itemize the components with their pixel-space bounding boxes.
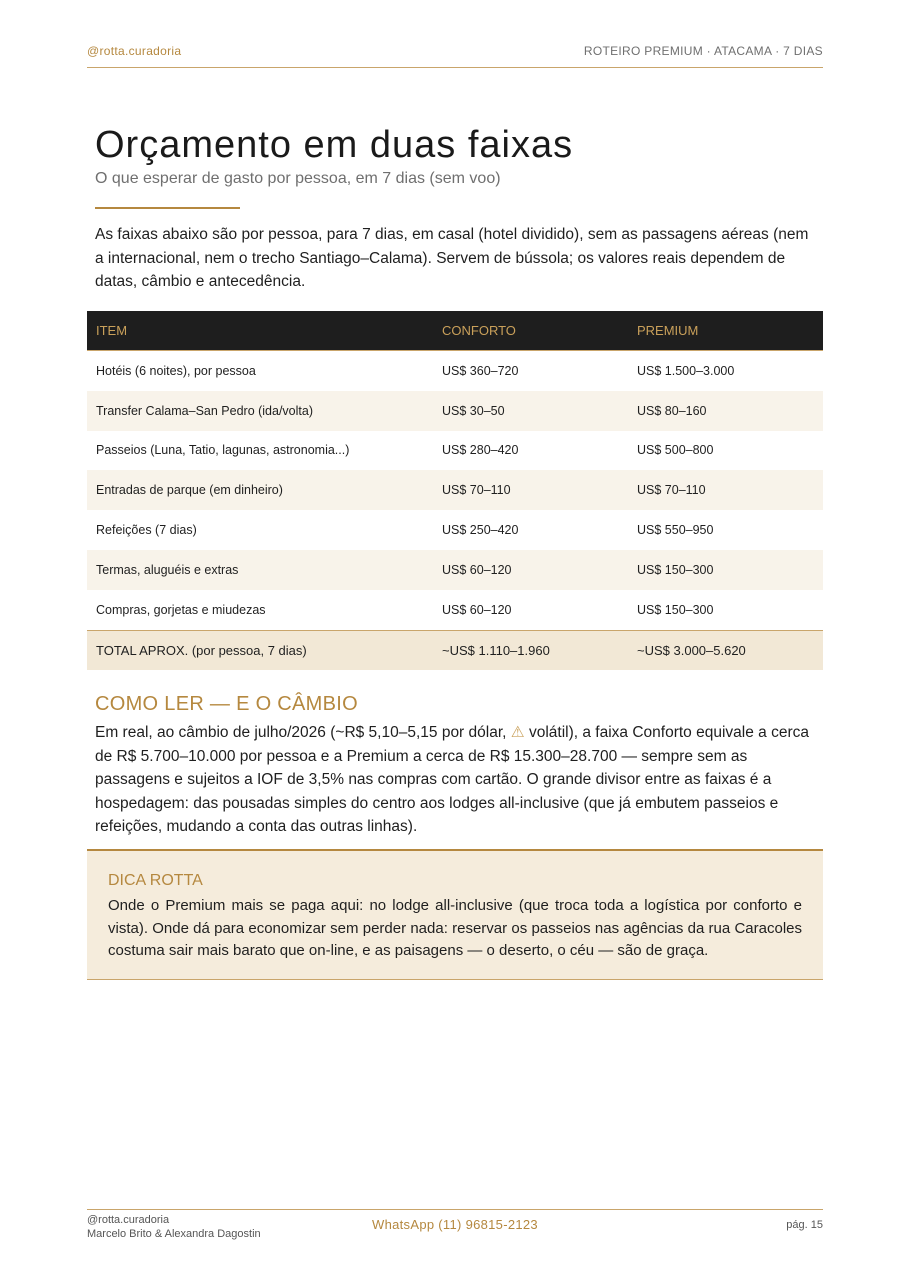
cell-item: Hotéis (6 noites), por pessoa — [96, 363, 256, 378]
cell-item: Entradas de parque (em dinheiro) — [87, 470, 433, 510]
section-body-text-end: volátil), a faixa Conforto equivale a cerca de R$ 5.700–10.000 por pessoa e a Premium a cerca de R$ 15.300–28.700 — sempre sem as passagens e sujeitos a IOF de 3,5% nas compras com cartão. O grande divisor entre as faixas é a hospedagem: das pousadas simples do centro aos lodges all-inclusive (que já embutem passeios e refeições, mudando a conta das outras linhas). — [95, 724, 809, 835]
cell-item: Termas, aluguéis e extras — [87, 550, 433, 590]
cell-item: Passeios (Luna, Tatio, lagunas, astronomia...) — [96, 443, 350, 458]
column-header-conforto: CONFORTO — [433, 311, 628, 351]
cell-total-label: TOTAL APROX. (por pessoa, 7 dias) — [87, 630, 433, 670]
column-header-item: ITEM — [87, 311, 433, 351]
title-divider — [95, 207, 240, 209]
table-row — [87, 351, 823, 391]
cell-conforto: US$ 70–110 — [433, 470, 628, 510]
cell-total-premium: ~US$ 3.000–5.620 — [628, 630, 823, 670]
cell-conforto: US$ 280–420 — [442, 443, 519, 458]
header-document-label: ROTEIRO PREMIUM · ATACAMA · 7 DIAS — [583, 44, 823, 58]
budget-table — [87, 311, 823, 670]
page-title: Orçamento em duas faixas — [95, 124, 574, 166]
warning-icon: ⚠ — [510, 724, 525, 741]
intro-paragraph: As faixas abaixo são por pessoa, para 7 dias, em casal (hotel dividido), sem as passagens aéreas (nem a internacional, nem o trecho Santiago–Calama). Servem de bússola; os valores reais dependem de datas, câmbio e antecedência. — [95, 226, 809, 290]
section-heading: COMO LER — E O CÂMBIO — [95, 693, 358, 715]
cell-conforto: US$ 60–120 — [442, 602, 512, 617]
cell-item: Compras, gorjetas e miudezas — [96, 602, 266, 617]
header-brand: @rotta.curadoria — [87, 44, 182, 58]
cell-premium: US$ 1.500–3.000 — [637, 363, 735, 378]
section-body-text-start: Em real, ao câmbio de julho/2026 (~R$ 5,10–5,15 por dólar, — [95, 724, 511, 741]
page-subtitle: O que esperar de gasto por pessoa, em 7 dias (sem voo) — [95, 170, 501, 187]
cell-premium: US$ 150–300 — [628, 550, 823, 590]
footer-handle: @rotta.curadoria — [87, 1214, 170, 1226]
cell-premium: US$ 70–110 — [628, 470, 823, 510]
table-row — [87, 510, 823, 550]
column-header-premium: PREMIUM — [628, 311, 823, 351]
table-row — [87, 391, 823, 431]
cell-premium: US$ 80–160 — [628, 391, 823, 431]
table-row — [87, 431, 823, 471]
cell-total-conforto: ~US$ 1.110–1.960 — [433, 630, 628, 670]
footer-whatsapp-contact: WhatsApp (11) 96815-2123 — [372, 1217, 538, 1232]
table-total-row — [87, 630, 823, 670]
table-header-row — [87, 311, 823, 351]
page-number: pág. 15 — [786, 1219, 823, 1231]
tip-title: DICA ROTTA — [108, 872, 203, 889]
cell-item: Transfer Calama–San Pedro (ida/volta) — [87, 391, 433, 431]
table-row — [87, 590, 823, 630]
cell-conforto: US$ 60–120 — [433, 550, 628, 590]
cell-conforto: US$ 30–50 — [433, 391, 628, 431]
cell-premium: US$ 500–800 — [637, 443, 714, 458]
cell-conforto: US$ 360–720 — [442, 363, 519, 378]
cell-premium: US$ 150–300 — [637, 602, 714, 617]
page-header — [87, 44, 823, 68]
tip-box — [87, 849, 823, 980]
cell-item: Refeições (7 dias) — [96, 523, 197, 538]
page-footer — [87, 1209, 823, 1244]
cell-conforto: US$ 250–420 — [442, 523, 519, 538]
cell-premium: US$ 550–950 — [637, 523, 714, 538]
section-body — [95, 721, 820, 839]
table-row — [87, 550, 823, 590]
footer-authors: Marcelo Brito & Alexandra Dagostin — [87, 1228, 261, 1240]
tip-text: Onde o Premium mais se paga aqui: no lodge all-inclusive (que troca toda a logística por conforto e vista). Onde dá para economizar sem perder nada: reservar os passeios nas agências da rua Caracoles costuma sair mais barato que on-line, e as paisagens — o deserto, o céu — são de graça. — [108, 897, 802, 959]
table-row — [87, 470, 823, 510]
